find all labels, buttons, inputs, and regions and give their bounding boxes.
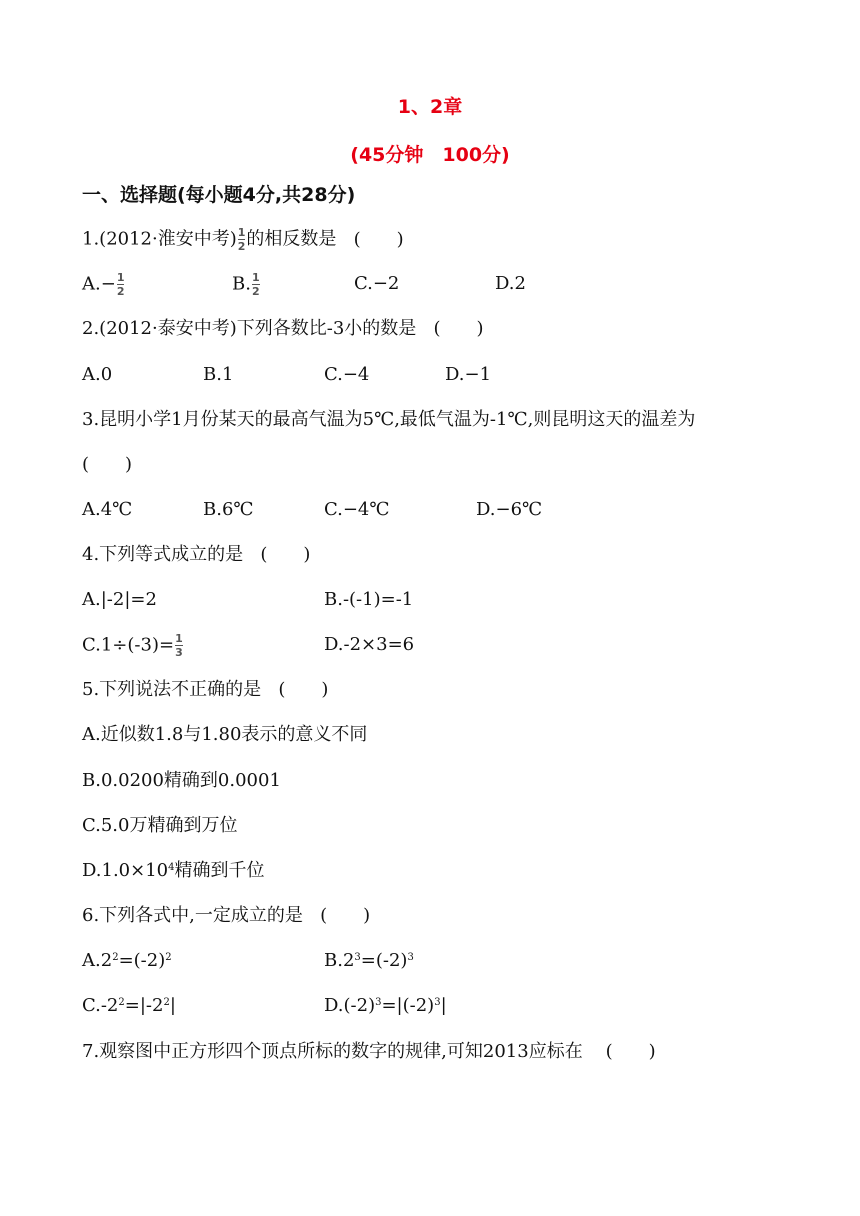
exponent: 3 [434,997,441,1008]
q4-option-b: B.-(-1)=-1 [324,589,414,610]
q6-option-d [324,994,447,1018]
option-text: | [169,995,176,1016]
fraction-numerator: 1 [116,271,125,284]
q5-option-c: C.5.0万精确到万位 [82,815,238,836]
option-text: 精确到千位 [174,860,265,881]
fraction-numerator: 1 [237,226,246,239]
option-text: C.-2 [82,995,119,1016]
q7-text: 7.观察图中正方形四个顶点所标的数字的规律,可知2013应标在 [82,1041,583,1062]
option-fraction [252,272,260,297]
q2-option-c: C.−4 [324,364,370,385]
question-4-stem [82,543,310,567]
page-title: 1、2章 [397,96,463,118]
q3-option-c: C.−4℃ [324,499,390,520]
exponent: 3 [354,952,361,963]
option-text: =(-2) [360,950,408,971]
q6-option-b [324,949,414,973]
option-fraction [175,633,183,658]
fraction-denominator: 2 [237,240,246,253]
q3-option-a: A.4℃ [82,499,133,520]
q1-source: 1.(2012·淮安中考) [82,228,237,250]
q4-option-a: A.|-2|=2 [82,589,157,610]
q6-text: 6.下列各式中,一定成立的是 [82,905,303,926]
question-3-stem: 3.昆明小学1月份某天的最高气温为5℃,最低气温为-1℃,则昆明这天的温差为 [82,409,696,430]
fraction-numerator: 1 [251,271,260,284]
q5-text: 5.下列说法不正确的是 [82,679,262,700]
q1-option-d: D.2 [495,273,526,294]
option-text: B.2 [324,950,355,971]
q1-option-a [82,272,125,297]
question-7-stem [82,1040,656,1064]
option-text: =|-2 [124,995,164,1016]
answer-paren: ( ) [605,1041,656,1062]
answer-paren: ( ) [353,228,404,250]
q5-option-a: A.近似数1.8与1.80表示的意义不同 [82,724,368,745]
q2-option-a: A.0 [82,364,113,385]
page-subtitle: (45分钟 100分) [350,144,510,166]
question-1-stem [82,227,404,252]
q3-option-d: D.−6℃ [476,499,543,520]
answer-paren: ( ) [278,679,329,700]
option-label: C.1÷(-3)= [82,634,175,656]
option-text: A.2 [82,950,113,971]
option-text: | [440,995,447,1016]
answer-paren: ( ) [82,454,133,475]
q2-text: 2.(2012·泰安中考)下列各数比-3小的数是 [82,318,417,339]
q1-option-c: C.−2 [354,273,400,294]
option-label: B. [232,273,251,295]
fraction-denominator: 2 [116,285,125,298]
section-heading: 一、选择题(每小题4分,共28分) [82,184,356,206]
option-text: =(-2) [118,950,166,971]
q5-option-d [82,859,265,883]
exponent: 2 [163,997,170,1008]
q1-text: 的相反数是 [246,228,337,250]
q1-option-b [232,272,261,297]
q6-option-c [82,994,176,1018]
exponent: 2 [118,997,125,1008]
q4-text: 4.下列等式成立的是 [82,544,244,565]
q3-option-b: B.6℃ [203,499,254,520]
option-text: D.(-2) [324,995,376,1016]
q6-option-a [82,949,172,973]
q5-option-b: B.0.0200精确到0.0001 [82,770,281,791]
exponent: 3 [407,952,414,963]
question-6-stem [82,904,370,928]
answer-paren: ( ) [260,544,311,565]
exponent: 3 [375,997,382,1008]
exponent: 2 [112,952,119,963]
q2-option-d: D.−1 [445,364,492,385]
answer-paren: ( ) [320,905,371,926]
q4-option-c [82,633,184,658]
fraction-denominator: 2 [251,285,260,298]
q2-option-b: B.1 [203,364,234,385]
option-label: A.− [82,273,116,295]
option-fraction [117,272,125,297]
fraction-numerator: 1 [175,632,183,645]
exponent: 2 [165,952,172,963]
fraction-denominator: 3 [175,646,183,659]
answer-paren: ( ) [433,318,484,339]
exponent: 4 [168,862,175,873]
option-text: =|(-2) [381,995,435,1016]
option-text: D.1.0×10 [82,860,169,881]
q4-option-d: D.-2×3=6 [324,634,415,655]
question-5-stem [82,678,328,702]
question-2-stem [82,317,484,341]
q1-fraction [238,227,246,252]
